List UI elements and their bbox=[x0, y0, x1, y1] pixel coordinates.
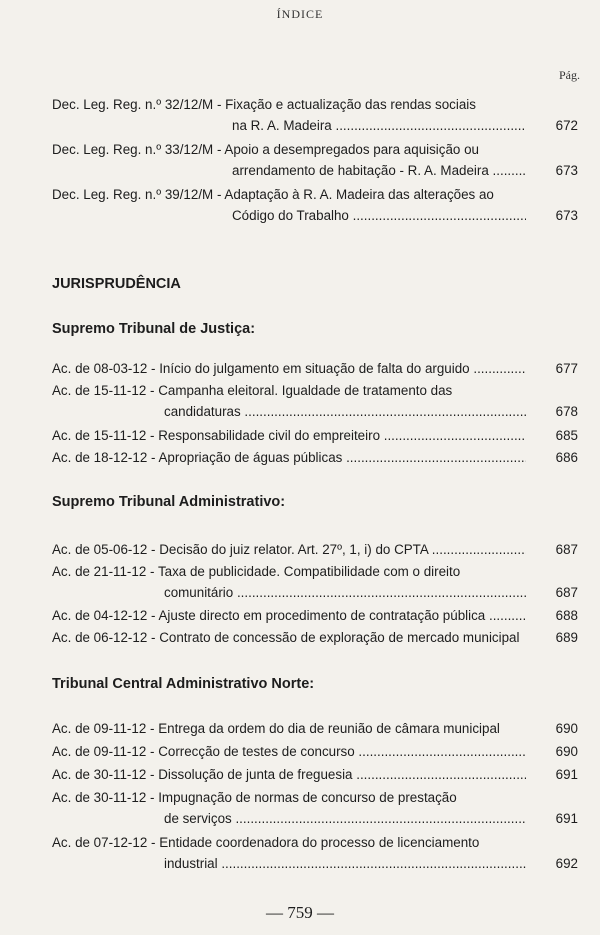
entry-title: Responsabilidade civil do empreiteiro bbox=[158, 428, 381, 443]
entry-page: 678 bbox=[546, 401, 578, 422]
toc-entry: Ac. de 04-12-12 - Ajuste directo em procedimento de contratação pública ..... 688 bbox=[52, 605, 578, 626]
entry-title-continued: comunitário bbox=[164, 585, 234, 600]
entry-title: Taxa de publicidade. Compatibilidade com o direito bbox=[157, 564, 461, 579]
page-column-label: Pág. bbox=[559, 68, 580, 82]
toc-entry: Ac. de 15-11-12 - Responsabilidade civil do empreiteiro ..... 685 bbox=[52, 425, 578, 446]
entry-title: Dissolução de junta de freguesia bbox=[158, 767, 353, 782]
entry-title-continued: candidaturas bbox=[164, 404, 241, 419]
entry-title: Entrega da ordem do dia de reunião de câmara municipal bbox=[158, 721, 500, 736]
entry-code: Ac. de 15-11-12 bbox=[52, 428, 147, 443]
toc-entry: Ac. de 09-11-12 - Entrega da ordem do dia de reunião de câmara municipal 690 bbox=[52, 718, 578, 739]
entry-page: 692 bbox=[546, 853, 578, 874]
entry-page: 690 bbox=[546, 718, 578, 739]
entry-title: Fixação e actualização das rendas sociais bbox=[225, 97, 476, 112]
running-head: ÍNDICE bbox=[276, 7, 324, 21]
entry-page: 677 bbox=[546, 358, 578, 379]
entry-code: Dec. Leg. Reg. n.º 33/12/M bbox=[52, 142, 214, 157]
entry-page: 686 bbox=[546, 447, 578, 468]
toc-entry: Ac. de 08-03-12 - Início do julgamento em situação de falta do arguido ..... 677 bbox=[52, 358, 578, 379]
entry-title-continued: arrendamento de habitação - R. A. Madeira bbox=[232, 163, 489, 178]
toc-entry: Ac. de 07-12-12 - Entidade coordenadora do processo de licenciamento industrial ..... 692 bbox=[52, 832, 578, 874]
toc-entry: Ac. de 30-11-12 - Impugnação de normas de concurso de prestação de serviços ..... 691 bbox=[52, 787, 578, 829]
toc-entry: Ac. de 30-11-12 - Dissolução de junta de freguesia ..... 691 bbox=[52, 764, 578, 785]
entry-title-continued: industrial bbox=[164, 856, 218, 871]
court-heading: Tribunal Central Administrativo Norte: bbox=[52, 676, 315, 692]
entry-title: Apropriação de águas públicas bbox=[158, 450, 343, 465]
entry-page: 673 bbox=[546, 160, 578, 181]
entry-code: Dec. Leg. Reg. n.º 32/12/M bbox=[52, 97, 214, 112]
entry-page: 690 bbox=[546, 741, 578, 762]
entry-code: Ac. de 09-11-12 bbox=[52, 744, 147, 759]
court-heading: Supremo Tribunal Administrativo: bbox=[52, 494, 286, 510]
entry-code: Ac. de 18-12-12 bbox=[52, 450, 148, 465]
entry-page: 691 bbox=[546, 808, 578, 829]
entry-title-continued: na R. A. Madeira bbox=[232, 118, 332, 133]
entry-title: Ajuste directo em procedimento de contratação pública bbox=[158, 608, 486, 623]
entry-title-continued: Código do Trabalho bbox=[232, 208, 349, 223]
entry-title: Início do julgamento em situação de falta do arguido bbox=[159, 361, 470, 376]
entry-code: Ac. de 30-11-12 bbox=[52, 790, 147, 805]
entry-page: 688 bbox=[546, 605, 578, 626]
entry-title: Adaptação à R. A. Madeira das alterações ao bbox=[224, 187, 494, 202]
entry-title: Correcção de testes de concurso bbox=[158, 744, 355, 759]
entry-page: 689 bbox=[546, 627, 578, 648]
entry-page: 685 bbox=[546, 425, 578, 446]
toc-entry: Dec. Leg. Reg. n.º 32/12/M - Fixação e actualização das rendas sociais na R. A. Madeira ..... 672 bbox=[52, 94, 578, 136]
entry-title: Campanha eleitoral. Igualdade de tratamento das bbox=[158, 383, 453, 398]
entry-code: Ac. de 30-11-12 bbox=[52, 767, 147, 782]
entry-title: Decisão do juiz relator. Art. 27º, 1, i) do CPTA bbox=[159, 542, 429, 557]
entry-code: Ac. de 07-12-12 bbox=[52, 835, 148, 850]
entry-code: Ac. de 05-06-12 bbox=[52, 542, 148, 557]
toc-entry: Ac. de 15-11-12 - Campanha eleitoral. Igualdade de tratamento das candidaturas ..... 678 bbox=[52, 380, 578, 422]
entry-page: 691 bbox=[546, 764, 578, 785]
entry-code: Dec. Leg. Reg. n.º 39/12/M bbox=[52, 187, 214, 202]
entry-page: 673 bbox=[546, 205, 578, 226]
section-title: JURISPRUDÊNCIA bbox=[52, 276, 181, 292]
entry-page: 687 bbox=[546, 539, 578, 560]
entry-code: Ac. de 08-03-12 bbox=[52, 361, 148, 376]
entry-page: 687 bbox=[546, 582, 578, 603]
entry-code: Ac. de 15-11-12 bbox=[52, 383, 147, 398]
entry-code: Ac. de 21-11-12 bbox=[52, 564, 147, 579]
toc-entry: Ac. de 06-12-12 - Contrato de concessão de exploração de mercado municipal 689 bbox=[52, 627, 578, 648]
entry-title: Contrato de concessão de exploração de mercado municipal bbox=[159, 630, 520, 645]
entry-code: Ac. de 04-12-12 bbox=[52, 608, 148, 623]
page-number: — 759 — bbox=[266, 903, 334, 922]
toc-entry: Ac. de 09-11-12 - Correcção de testes de concurso ..... 690 bbox=[52, 741, 578, 762]
toc-entry: Ac. de 05-06-12 - Decisão do juiz relator. Art. 27º, 1, i) do CPTA ..... 687 bbox=[52, 539, 578, 560]
toc-entry: Dec. Leg. Reg. n.º 33/12/M - Apoio a desempregados para aquisição ou arrendamento de habitação - R. A. Madeira ..... 673 bbox=[52, 139, 578, 181]
toc-entry: Ac. de 21-11-12 - Taxa de publicidade. Compatibilidade com o direito comunitário ..... 687 bbox=[52, 561, 578, 603]
entry-title: Apoio a desempregados para aquisição ou bbox=[224, 142, 479, 157]
entry-page: 672 bbox=[546, 115, 578, 136]
toc-entry: Ac. de 18-12-12 - Apropriação de águas públicas ..... 686 bbox=[52, 447, 578, 468]
entry-title: Entidade coordenadora do processo de licenciamento bbox=[159, 835, 480, 850]
entry-title: Impugnação de normas de concurso de prestação bbox=[158, 790, 457, 805]
entry-code: Ac. de 09-11-12 bbox=[52, 721, 147, 736]
entry-title-continued: de serviços bbox=[164, 811, 232, 826]
entry-code: Ac. de 06-12-12 bbox=[52, 630, 148, 645]
toc-entry: Dec. Leg. Reg. n.º 39/12/M - Adaptação à R. A. Madeira das alterações ao Código do Trabalho ..... 673 bbox=[52, 184, 578, 226]
court-heading: Supremo Tribunal de Justiça: bbox=[52, 321, 256, 337]
